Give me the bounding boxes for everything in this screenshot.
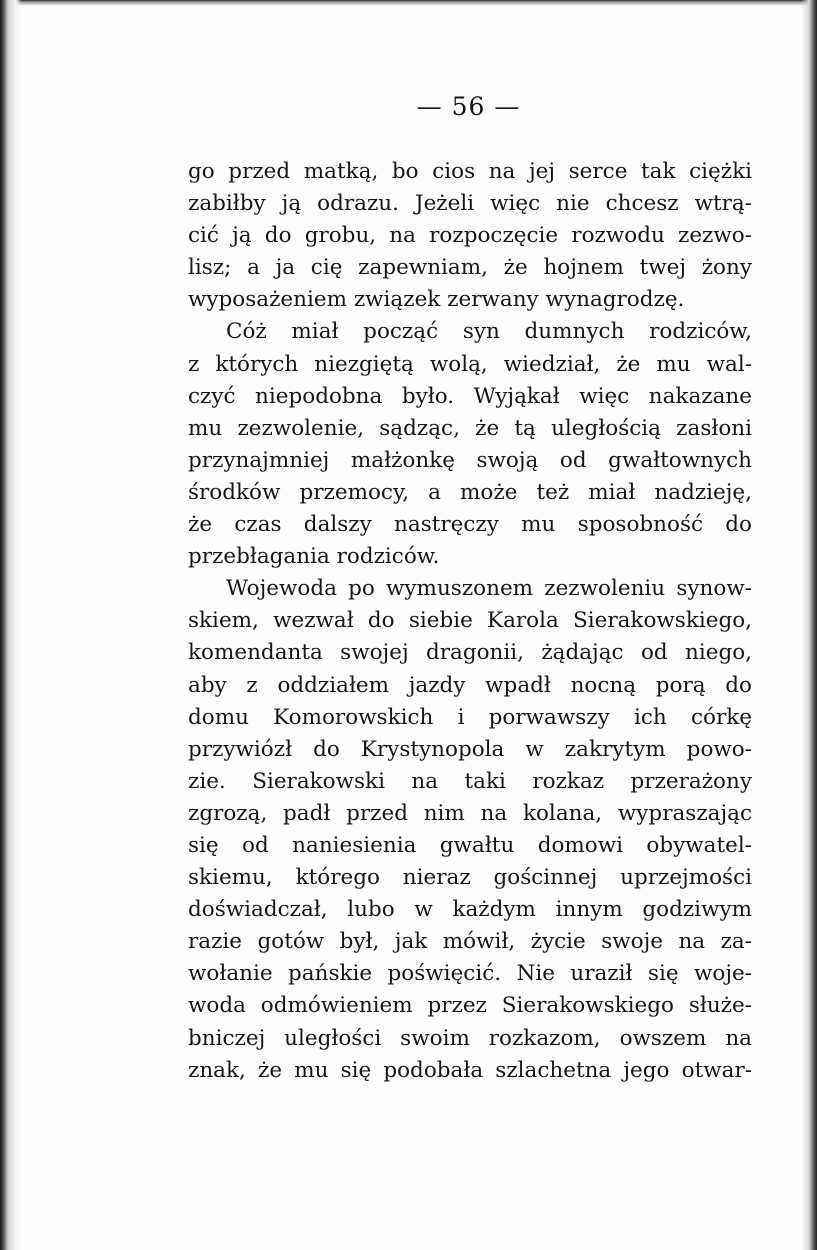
text-line: aby z oddziałem jazdy wpadł nocną porą do <box>188 672 752 698</box>
text-line: przynajmniej małżonkę swoją od gwałtownych <box>188 447 752 473</box>
text-line: środków przemocy, a może też miał nadzieję, <box>188 479 752 505</box>
text-line: się od naniesienia gwałtu domowi obywatel- <box>188 832 752 858</box>
text-line: zabiłby ją odrazu. Jeżeli więc nie chcesz wtrą- <box>188 191 752 217</box>
text-line: razie gotów był, jak mówił, życie swoje na za- <box>188 929 752 955</box>
text-line: woda odmówieniem przez Sierakowskiego służe- <box>188 993 752 1019</box>
text-line: że czas dalszy nastręczy mu sposobność do <box>188 512 752 538</box>
text-line: cić ją do grobu, na rozpoczęcie rozwodu zezwo- <box>188 223 752 249</box>
paragraph-start-line: Wojewoda po wymuszonem zezwoleniu synow- <box>226 576 752 602</box>
text-line: przywiózł do Krystynopola w zakrytym powo- <box>188 736 752 762</box>
text-line: wołanie pańskie poświęcić. Nie uraził się woje- <box>188 961 752 987</box>
text-line: doświadczał, lubo w każdym innym godziwym <box>188 897 752 923</box>
text-line: domu Komorowskich i porwawszy ich córkę <box>188 704 752 730</box>
text-line: komendanta swojej dragonii, żądając od niego, <box>188 640 752 666</box>
text-line: skiem, wezwał do siebie Karola Sierakowskiego, <box>188 608 752 634</box>
text-line: skiemu, którego nieraz gościnnej uprzejmości <box>188 865 752 891</box>
body-text <box>188 156 752 1087</box>
text-line: lisz; a ja cię zapewniam, że hojnem twej żony <box>188 255 752 281</box>
text-line: go przed matką, bo cios na jej serce tak ciężki <box>188 159 752 184</box>
text-line: czyć niepodobna było. Wyjąkał więc nakazane <box>188 383 752 409</box>
page-number: — 56 — <box>416 92 521 121</box>
text-line: wyposażeniem związek zerwany wynagrodzę. <box>188 287 685 313</box>
text-line: bniczej uległości swoim rozkazom, owszem na <box>188 1025 752 1051</box>
text-line: z których niezgiętą wolą, wiedział, że mu wal- <box>188 351 752 377</box>
text-line: mu zezwolenie, sądząc, że tą uległością zasłoni <box>188 415 752 441</box>
scan-edge-left <box>0 0 22 1250</box>
scan-edge-top <box>0 0 817 6</box>
scan-edge-right <box>801 0 817 1250</box>
text-line: zgrozą, padł przed nim na kolana, wypraszając <box>188 800 752 826</box>
text-line: przebłagania rodziców. <box>188 544 440 570</box>
text-line: zie. Sierakowski na taki rozkaz przerażony <box>188 768 752 794</box>
text-line: znak, że mu się podobała szlachetna jego otwar- <box>188 1057 752 1083</box>
paragraph-start-line: Cóż miał począć syn dumnych rodziców, <box>226 319 752 345</box>
